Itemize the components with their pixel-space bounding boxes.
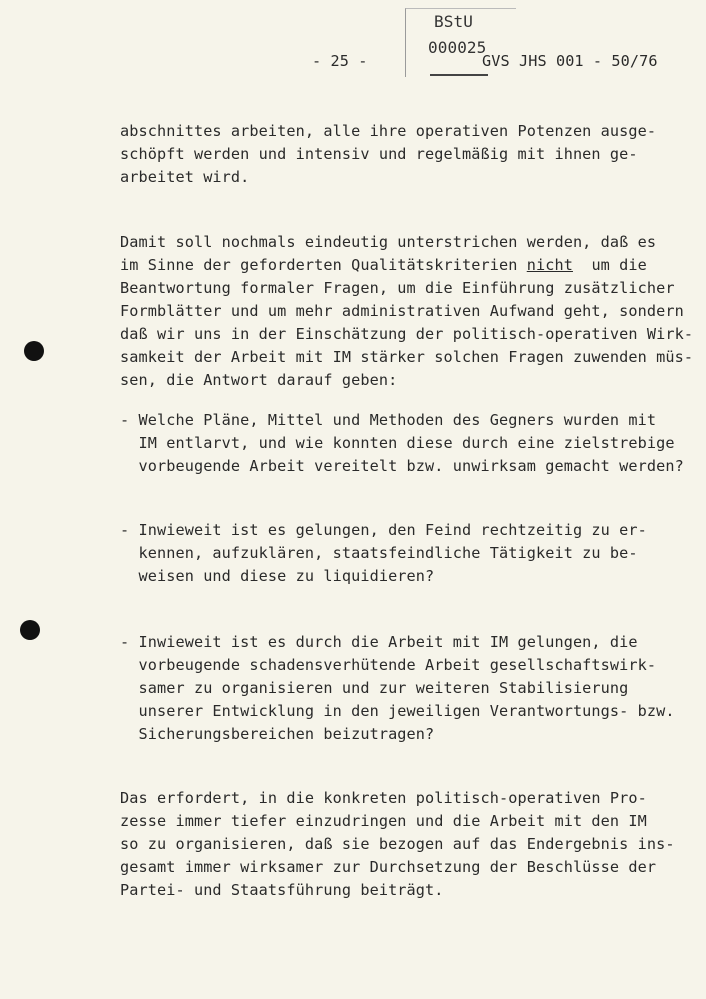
text-line: gesamt immer wirksamer zur Durchsetzung der Beschlüsse der [120,858,657,876]
text-line: sen, die Antwort darauf geben: [120,371,398,389]
text-segment: im Sinne der geforderten Qualitätskriterien [120,256,527,274]
text-line: arbeitet wird. [120,168,250,186]
archive-stamp-label: BStU [434,12,473,31]
question-line: weisen und diese zu liquidieren? [120,567,435,585]
text-line-emphasis [120,256,647,274]
question-line: vorbeugende schadensverhütende Arbeit gesellschaftswirk- [120,656,657,674]
text-line: Partei- und Staatsführung beiträgt. [120,881,444,899]
question-line: - Inwieweit ist es durch die Arbeit mit IM gelungen, die [120,633,638,651]
question-line: vorbeugende Arbeit vereitelt bzw. unwirksam gemacht werden? [120,457,684,475]
question-line: unserer Entwicklung in den jeweiligen Verantwortungs- bzw. [120,702,675,720]
archive-stamp-number: 000025 [428,38,487,57]
punch-hole-bottom [20,620,40,640]
text-line: Damit soll nochmals eindeutig unterstrichen werden, daß es [120,233,657,251]
text-line: Formblätter und um mehr administrativen Aufwand geht, sondern [120,302,684,320]
underlined-word: nicht [526,256,573,274]
document-reference: GVS JHS 001 - 50/76 [482,52,658,70]
text-line: daß wir uns in der Einschätzung der politisch-operativen Wirk- [120,325,694,343]
question-line: - Welche Pläne, Mittel und Methoden des Gegners wurden mit [120,411,657,429]
page-number: - 25 - [312,52,368,70]
question-line: IM entlarvt, und wie konnten diese durch eine zielstrebige [120,434,675,452]
stamp-underline [430,74,488,76]
question-line: Sicherungsbereichen beizutragen? [120,725,435,743]
text-line: samkeit der Arbeit mit IM stärker solchen Fragen zuwenden müs- [120,348,694,366]
text-line: schöpft werden und intensiv und regelmäßig mit ihnen ge- [120,145,638,163]
text-line: so zu organisieren, daß sie bezogen auf das Endergebnis ins- [120,835,675,853]
text-line: zesse immer tiefer einzudringen und die Arbeit mit den IM [120,812,647,830]
question-line: samer zu organisieren und zur weiteren Stabilisierung [120,679,629,697]
punch-hole-top [24,341,44,361]
question-line: - Inwieweit ist es gelungen, den Feind rechtzeitig zu er- [120,521,647,539]
text-line: abschnittes arbeiten, alle ihre operativen Potenzen ausge- [120,122,657,140]
question-line: kennen, aufzuklären, staatsfeindliche Tätigkeit zu be- [120,544,638,562]
text-line: Das erfordert, in die konkreten politisch-operativen Pro- [120,789,647,807]
text-line: Beantwortung formaler Fragen, um die Einführung zusätzlicher [120,279,675,297]
text-segment: um die [572,256,647,274]
